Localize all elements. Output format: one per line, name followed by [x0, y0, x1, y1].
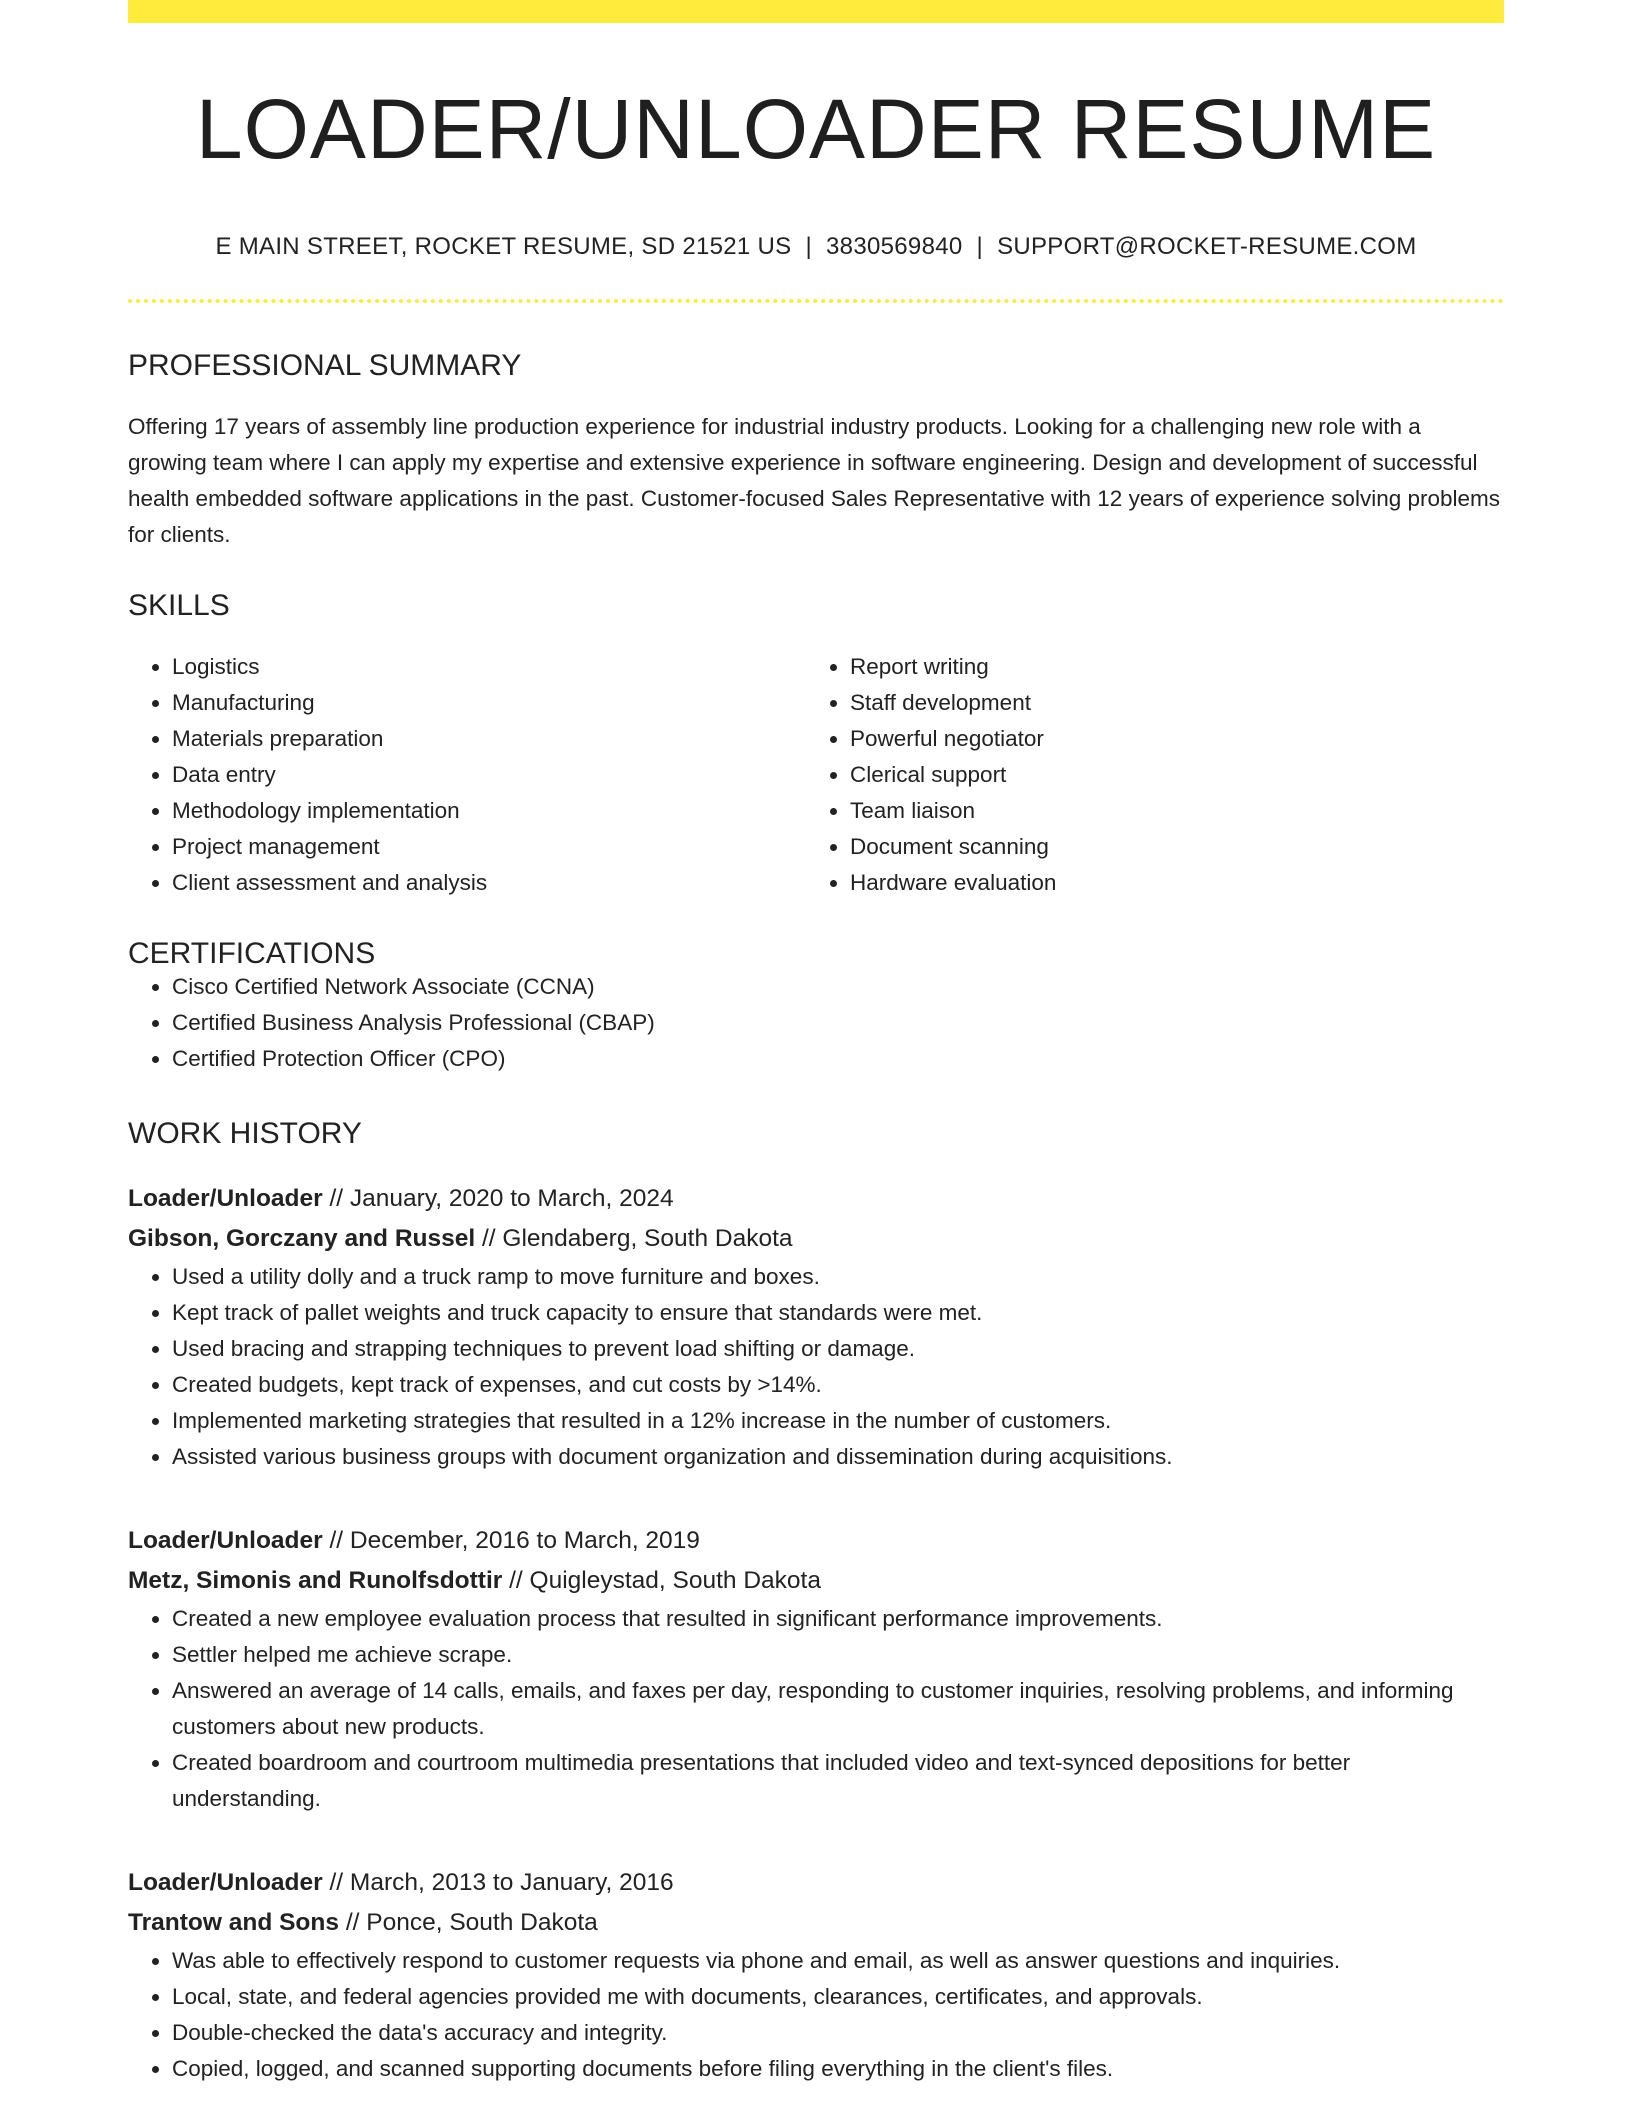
job-role: Loader/Unloader: [128, 1869, 323, 1896]
contact-line: [128, 235, 1504, 259]
summary-heading: PROFESSIONAL SUMMARY: [128, 349, 522, 382]
skill-item: • Clerical support: [850, 757, 1504, 793]
job-bullets: [128, 1259, 1504, 1475]
job-bullets: [128, 1943, 1504, 2087]
contact-separator: |: [976, 233, 984, 260]
job-bullet: • Double-checked the data's accuracy and integrity.: [172, 2015, 1504, 2051]
skill-item: • Logistics: [172, 649, 806, 685]
skill-item: • Materials preparation: [172, 721, 806, 757]
job-bullet: • Implemented marketing strategies that resulted in a 12% increase in the number of customers.: [172, 1403, 1504, 1439]
contact-email: SUPPORT@ROCKET-RESUME.COM: [997, 233, 1417, 260]
skill-item: • Powerful negotiator: [850, 721, 1504, 757]
skills-list-left: [128, 649, 806, 901]
job-bullet: • Was able to effectively respond to customer requests via phone and email, as well as answer questions and inquiries.: [172, 1943, 1504, 1979]
skill-item: • Client assessment and analysis: [172, 865, 806, 901]
job-bullet: • Created budgets, kept track of expenses, and cut costs by >14%.: [172, 1367, 1504, 1403]
job-company-line: [128, 1903, 1504, 1943]
skills-grid: [128, 649, 1504, 901]
skill-item: • Data entry: [172, 757, 806, 793]
skill-item: • Manufacturing: [172, 685, 806, 721]
work-history-heading: WORK HISTORY: [128, 1117, 362, 1150]
job-bullet: • Created a new employee evaluation process that resulted in significant performance improvements.: [172, 1601, 1504, 1637]
job-title-line: [128, 1179, 1504, 1219]
certification-item: • Cisco Certified Network Associate (CCNA): [172, 969, 1504, 1005]
job-bullet: • Settler helped me achieve scrape.: [172, 1637, 1504, 1673]
job-company: Gibson, Gorczany and Russel: [128, 1225, 476, 1252]
resume-page: [128, 0, 1504, 2087]
skills-heading: SKILLS: [128, 589, 230, 622]
job-bullet: • Created boardroom and courtroom multimedia presentations that included video and text-synced depositions for better understanding.: [172, 1745, 1504, 1817]
skill-item: • Team liaison: [850, 793, 1504, 829]
job-location: // Ponce, South Dakota: [345, 1909, 598, 1936]
certifications-list: [128, 969, 1504, 1077]
job-role: Loader/Unloader: [128, 1185, 323, 1212]
skill-item: • Methodology implementation: [172, 793, 806, 829]
job-dates: // January, 2020 to March, 2024: [329, 1185, 674, 1212]
job-company: Metz, Simonis and Runolfsdottir: [128, 1567, 503, 1594]
skill-item: • Project management: [172, 829, 806, 865]
contact-address: E MAIN STREET, ROCKET RESUME, SD 21521 US: [215, 233, 792, 260]
skill-item: • Document scanning: [850, 829, 1504, 865]
job-bullet: • Used bracing and strapping techniques to prevent load shifting or damage.: [172, 1331, 1504, 1367]
certification-item: • Certified Protection Officer (CPO): [172, 1041, 1504, 1077]
job-bullet: • Kept track of pallet weights and truck capacity to ensure that standards were met.: [172, 1295, 1504, 1331]
job-bullet: • Copied, logged, and scanned supporting documents before filing everything in the client's files.: [172, 2051, 1504, 2087]
job-bullet: • Local, state, and federal agencies provided me with documents, clearances, certificates, and approvals.: [172, 1979, 1504, 2015]
job-bullet: • Used a utility dolly and a truck ramp to move furniture and boxes.: [172, 1259, 1504, 1295]
contact-separator: |: [805, 233, 813, 260]
job-bullets: [128, 1601, 1504, 1817]
job-location: // Glendaberg, South Dakota: [481, 1225, 793, 1252]
skill-item: • Report writing: [850, 649, 1504, 685]
job-location: // Quigleystad, South Dakota: [509, 1567, 821, 1594]
skill-item: • Hardware evaluation: [850, 865, 1504, 901]
job-entry: [128, 1521, 1504, 1817]
job-dates: // March, 2013 to January, 2016: [329, 1869, 674, 1896]
resume-title: LOADER/UNLOADER RESUME: [195, 82, 1437, 176]
job-title-line: [128, 1863, 1504, 1903]
skills-list-right: [806, 649, 1504, 901]
job-dates: // December, 2016 to March, 2019: [329, 1527, 700, 1554]
job-company: Trantow and Sons: [128, 1909, 339, 1936]
job-entry: [128, 1179, 1504, 1475]
certification-item: • Certified Business Analysis Professional (CBAP): [172, 1005, 1504, 1041]
dotted-divider: [128, 299, 1504, 303]
job-role: Loader/Unloader: [128, 1527, 323, 1554]
accent-top-bar: [128, 0, 1504, 23]
skill-item: • Staff development: [850, 685, 1504, 721]
job-entry: [128, 1863, 1504, 2087]
job-company-line: [128, 1219, 1504, 1259]
job-title-line: [128, 1521, 1504, 1561]
job-bullet: • Answered an average of 14 calls, emails, and faxes per day, responding to customer inquiries, resolving problems, and informing customers about new products.: [172, 1673, 1504, 1745]
contact-phone: 3830569840: [826, 233, 963, 260]
job-company-line: [128, 1561, 1504, 1601]
certifications-heading: CERTIFICATIONS: [128, 937, 376, 970]
job-bullet: • Assisted various business groups with document organization and dissemination during acquisitions.: [172, 1439, 1504, 1475]
summary-text: Offering 17 years of assembly line production experience for industrial industry products. Looking for a challenging new role with a growing team where I can apply my expertise and extensive experience in software engineering. Design and development of successful health embedded software applications in the past. Customer-focused Sales Representative with 12 years of experience solving problems for clients.: [128, 414, 1501, 547]
